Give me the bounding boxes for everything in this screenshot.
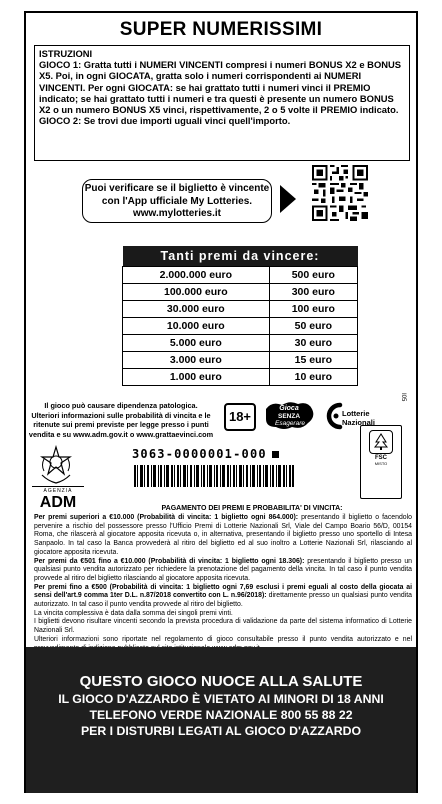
payment-paragraph [34, 558, 412, 584]
prize-amount: 10.000 euro [123, 318, 270, 335]
app-promo-line2: con l'App ufficiale My Lotteries. [101, 195, 253, 207]
prize-amount: 30.000 euro [123, 301, 270, 318]
age-18-badge: 18+ [224, 403, 256, 431]
prize-amount: 5.000 euro [123, 335, 270, 352]
health-warning-line: PER I DISTURBI LEGATI AL GIOCO D'AZZARDO [80, 724, 362, 738]
game-title: SUPER NUMERISSIMI [119, 19, 323, 40]
prize-amount: 1.000 euro [123, 369, 270, 386]
warning-line: Ulteriori informazioni sulle probabilità di vincita e le [31, 410, 211, 420]
prize-amount: 30 euro [269, 335, 357, 352]
payment-paragraph: La vincita complessiva è data dalla somma dei singoli premi vinti. [34, 609, 233, 617]
payment-paragraph: I biglietti devono risultare vincenti secondo la prevista procedura di validazione da parte del sistema informatico di Lotterie Nazionali Srl. [34, 618, 412, 635]
prize-table [122, 246, 358, 386]
prize-row [123, 318, 358, 335]
prize-amount: 100 euro [269, 301, 357, 318]
instructions-game1: GIOCO 1: Gratta tutti i NUMERI VINCENTI compresi i numeri BONUS X2 e BONUS X5. Poi, in ogni GIOCATA, gratta solo i numeri corrispondenti ai NUMERI VINCENTI. Per ogni GIOCATA: se hai grattato tutti i numeri vinci il PREMIO indicato; se hai grattato tutti i numeri e tra questi è presente un numero BONUS X2 o un numero BONUS X5 vinci, rispettivamente, 2 o 5 volte il PREMIO indicato. [39, 59, 402, 116]
square-marker-icon [272, 451, 279, 458]
app-promo-url[interactable]: www.mylotteries.it [133, 208, 221, 219]
payment-p3-bold: Per premi fino a €500 (Probabilità di vincita: 1 biglietto ogni 7,69 esclusi i premi eguali al costo della giocata ai sensi dell'art.9 comma 1ter D.L. n.87/2018 convertito con L. n.96/2018): [34, 583, 412, 600]
prize-amount: 10 euro [269, 369, 357, 386]
instructions-heading: ISTRUZIONI [39, 48, 93, 59]
gioca-logo-word: Gioca [279, 405, 299, 412]
adm-logo: ADM [39, 494, 77, 511]
payment-title: PAGAMENTO DEI PREMI E PROBABILITA' DI VINCITA: [161, 503, 343, 512]
lotterie-word: Lotterie [342, 409, 370, 418]
side-code: I05 [400, 393, 406, 402]
prize-table-header: Tanti premi da vincere: [123, 246, 358, 267]
warning-line: ritenute sui premi previste per legge presso i punti [33, 420, 209, 430]
fsc-brand: FSC [375, 455, 387, 461]
agency-label: AGENZIA [32, 486, 84, 494]
app-promo-box [82, 179, 272, 223]
arrow-right-icon [280, 185, 296, 213]
health-warning-box [26, 647, 416, 793]
prize-row [123, 284, 358, 301]
prize-amount: 2.000.000 euro [123, 267, 270, 284]
fsc-tree-icon [369, 430, 393, 454]
barcode [134, 465, 294, 487]
prize-row [123, 352, 358, 369]
prize-amount: 100.000 euro [123, 284, 270, 301]
prize-amount: 50 euro [269, 318, 357, 335]
fsc-certification-box [360, 425, 402, 499]
prize-amount: 300 euro [269, 284, 357, 301]
health-warning-title: QUESTO GIOCO NUOCE ALLA SALUTE [79, 673, 363, 690]
ticket-back [24, 11, 418, 793]
qr-code[interactable] [312, 165, 368, 221]
gioca-senza-esagerare-logo [262, 399, 316, 431]
health-warning-phone: TELEFONO VERDE NAZIONALE 800 55 88 22 [89, 708, 353, 722]
payment-p1-bold: Per premi superiori a €10.000 (Probabilità di vincita: 1 biglietto ogni 864.000): [34, 514, 299, 521]
prize-row [123, 267, 358, 284]
warning-line: Il gioco può causare dipendenza patologica. [44, 401, 198, 410]
payment-p1-text: presentando il biglietto o facendolo pervenire a rischio del possessore presso l'Ufficio Premi di Lotterie Nazionali Srl, Viale del Campo Boario 56/D, 00154 Roma, che rilascerà al giocatore apposita ricevuta o, in alternativa, presentando il biglietto presso uno sportello di Intesa Sanpaolo. In tal caso la Banca provvederà al ritiro del biglietto ed al suo inoltro a Lotterie Nazionali Srl, rilasciando al giocatore apposita ricevuta. [34, 514, 412, 556]
prize-row [123, 335, 358, 352]
prize-row [123, 301, 358, 318]
instructions-box [34, 45, 410, 161]
payment-paragraph [34, 584, 412, 610]
republic-emblem-icon [38, 445, 74, 485]
gioca-logo-word: SENZA [277, 413, 301, 420]
ticket-serial [132, 447, 279, 461]
payment-p2-bold: Per premi da €501 fino a €10.000 (Probabilità di vincita: 1 biglietto ogni 18.306): [34, 557, 305, 565]
ticket-serial-number: 3063-0000001-000 [132, 447, 267, 461]
gioca-logo-word: Esagerare [275, 420, 305, 427]
nazionali-word: Nazionali [342, 417, 375, 427]
payment-p3-text: direttamente presso un qualsiasi punto vendita autorizzato. In tal caso il punto vendita provvede al ritiro del biglietto. [34, 592, 412, 609]
payment-paragraph [34, 514, 412, 558]
prize-row [123, 369, 358, 386]
warning-line: vendita e su www.adm.gov.it o www.grattaevinci.com [28, 429, 214, 439]
payment-p2-text: presentando il biglietto presso un qualsiasi punto vendita autorizzato per richiedere la prenotazione del pagamento della vincita. In tal caso il punto vendita provvede al ritiro del biglietto rilasciando al giocatore apposita ricevuta. [34, 557, 412, 582]
app-promo-line1: Puoi verificare se il biglietto è vincente [84, 183, 270, 194]
health-warning-line: IL GIOCO D'AZZARDO È VIETATO AI MINORI DI 18 ANNI [58, 692, 384, 706]
fsc-label: MISTO [374, 461, 388, 466]
prize-amount: 15 euro [269, 352, 357, 369]
payment-text [34, 514, 412, 653]
prize-amount: 3.000 euro [123, 352, 270, 369]
addiction-warning [28, 401, 214, 439]
instructions-game2: GIOCO 2: Se trovi due importi uguali vinci quell'importo. [39, 115, 291, 127]
prize-amount: 500 euro [269, 267, 357, 284]
payment-paragraph: Ulteriori informazioni sono riportate nel regolamento di gioco consultabile presso il punto vendita autorizzato e nel [34, 635, 412, 643]
